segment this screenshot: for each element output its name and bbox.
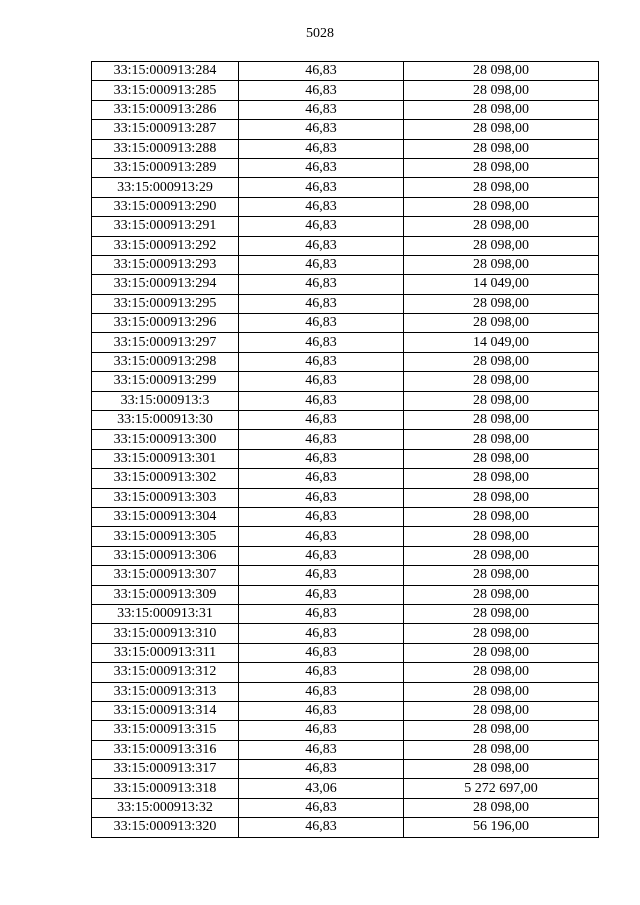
table-row bbox=[92, 158, 599, 177]
table-row bbox=[92, 372, 599, 391]
table-row bbox=[92, 566, 599, 585]
area-value-cell: 46,83 bbox=[239, 217, 404, 236]
cadastral-number-cell: 33:15:000913:314 bbox=[92, 701, 239, 720]
area-value-cell: 46,83 bbox=[239, 197, 404, 216]
cost-value-cell: 28 098,00 bbox=[404, 158, 599, 177]
cadastral-number-cell: 33:15:000913:298 bbox=[92, 352, 239, 371]
table-row bbox=[92, 546, 599, 565]
cost-value-cell: 28 098,00 bbox=[404, 430, 599, 449]
table-row bbox=[92, 333, 599, 352]
table-row bbox=[92, 624, 599, 643]
area-value-cell: 46,83 bbox=[239, 624, 404, 643]
cadastral-number-cell: 33:15:000913:316 bbox=[92, 740, 239, 759]
area-value-cell: 46,83 bbox=[239, 314, 404, 333]
cost-value-cell: 28 098,00 bbox=[404, 255, 599, 274]
cadastral-number-cell: 33:15:000913:291 bbox=[92, 217, 239, 236]
cost-value-cell: 14 049,00 bbox=[404, 275, 599, 294]
area-value-cell: 46,83 bbox=[239, 352, 404, 371]
cost-value-cell: 28 098,00 bbox=[404, 643, 599, 662]
cadastral-number-cell: 33:15:000913:301 bbox=[92, 449, 239, 468]
table-row bbox=[92, 818, 599, 837]
cadastral-number-cell: 33:15:000913:290 bbox=[92, 197, 239, 216]
cadastral-number-cell: 33:15:000913:317 bbox=[92, 760, 239, 779]
table-row bbox=[92, 507, 599, 526]
cadastral-number-cell: 33:15:000913:3 bbox=[92, 391, 239, 410]
cadastral-number-cell: 33:15:000913:295 bbox=[92, 294, 239, 313]
cost-value-cell: 28 098,00 bbox=[404, 760, 599, 779]
table-row bbox=[92, 798, 599, 817]
area-value-cell: 46,83 bbox=[239, 760, 404, 779]
cost-value-cell: 28 098,00 bbox=[404, 100, 599, 119]
table-row bbox=[92, 314, 599, 333]
cadastral-number-cell: 33:15:000913:292 bbox=[92, 236, 239, 255]
cost-value-cell: 28 098,00 bbox=[404, 178, 599, 197]
area-value-cell: 46,83 bbox=[239, 740, 404, 759]
cadastral-number-cell: 33:15:000913:309 bbox=[92, 585, 239, 604]
table-row bbox=[92, 721, 599, 740]
cadastral-number-cell: 33:15:000913:30 bbox=[92, 411, 239, 430]
area-value-cell: 46,83 bbox=[239, 604, 404, 623]
table-row bbox=[92, 527, 599, 546]
area-value-cell: 46,83 bbox=[239, 139, 404, 158]
table-row bbox=[92, 701, 599, 720]
cost-value-cell: 28 098,00 bbox=[404, 740, 599, 759]
cadastral-number-cell: 33:15:000913:296 bbox=[92, 314, 239, 333]
land-plot-table bbox=[91, 61, 599, 838]
table-row bbox=[92, 643, 599, 662]
cost-value-cell: 28 098,00 bbox=[404, 217, 599, 236]
table-row bbox=[92, 469, 599, 488]
area-value-cell: 46,83 bbox=[239, 391, 404, 410]
cadastral-number-cell: 33:15:000913:318 bbox=[92, 779, 239, 798]
table-row bbox=[92, 430, 599, 449]
cadastral-number-cell: 33:15:000913:285 bbox=[92, 81, 239, 100]
table-row bbox=[92, 391, 599, 410]
cadastral-number-cell: 33:15:000913:300 bbox=[92, 430, 239, 449]
cadastral-number-cell: 33:15:000913:303 bbox=[92, 488, 239, 507]
cost-value-cell: 28 098,00 bbox=[404, 314, 599, 333]
area-value-cell: 46,83 bbox=[239, 120, 404, 139]
cost-value-cell: 28 098,00 bbox=[404, 663, 599, 682]
area-value-cell: 46,83 bbox=[239, 236, 404, 255]
cost-value-cell: 28 098,00 bbox=[404, 62, 599, 81]
table-body bbox=[92, 62, 599, 838]
area-value-cell: 46,83 bbox=[239, 798, 404, 817]
table-row bbox=[92, 411, 599, 430]
table-row bbox=[92, 488, 599, 507]
cost-value-cell: 28 098,00 bbox=[404, 604, 599, 623]
cadastral-number-cell: 33:15:000913:297 bbox=[92, 333, 239, 352]
table-row bbox=[92, 178, 599, 197]
table-row bbox=[92, 740, 599, 759]
cadastral-number-cell: 33:15:000913:304 bbox=[92, 507, 239, 526]
cadastral-number-cell: 33:15:000913:284 bbox=[92, 62, 239, 81]
cost-value-cell: 28 098,00 bbox=[404, 411, 599, 430]
cost-value-cell: 28 098,00 bbox=[404, 546, 599, 565]
area-value-cell: 46,83 bbox=[239, 546, 404, 565]
cost-value-cell: 5 272 697,00 bbox=[404, 779, 599, 798]
cadastral-number-cell: 33:15:000913:310 bbox=[92, 624, 239, 643]
cost-value-cell: 28 098,00 bbox=[404, 81, 599, 100]
table-row bbox=[92, 236, 599, 255]
cost-value-cell: 28 098,00 bbox=[404, 624, 599, 643]
cadastral-number-cell: 33:15:000913:311 bbox=[92, 643, 239, 662]
table-row bbox=[92, 81, 599, 100]
cost-value-cell: 28 098,00 bbox=[404, 236, 599, 255]
cost-value-cell: 28 098,00 bbox=[404, 682, 599, 701]
cost-value-cell: 28 098,00 bbox=[404, 527, 599, 546]
cost-value-cell: 28 098,00 bbox=[404, 488, 599, 507]
cost-value-cell: 14 049,00 bbox=[404, 333, 599, 352]
table-row bbox=[92, 100, 599, 119]
area-value-cell: 46,83 bbox=[239, 294, 404, 313]
cost-value-cell: 28 098,00 bbox=[404, 507, 599, 526]
area-value-cell: 46,83 bbox=[239, 469, 404, 488]
area-value-cell: 46,83 bbox=[239, 411, 404, 430]
cadastral-number-cell: 33:15:000913:315 bbox=[92, 721, 239, 740]
cost-value-cell: 28 098,00 bbox=[404, 139, 599, 158]
area-value-cell: 46,83 bbox=[239, 275, 404, 294]
cadastral-number-cell: 33:15:000913:289 bbox=[92, 158, 239, 177]
cadastral-number-cell: 33:15:000913:313 bbox=[92, 682, 239, 701]
cost-value-cell: 28 098,00 bbox=[404, 372, 599, 391]
cadastral-number-cell: 33:15:000913:312 bbox=[92, 663, 239, 682]
area-value-cell: 46,83 bbox=[239, 701, 404, 720]
area-value-cell: 46,83 bbox=[239, 100, 404, 119]
cost-value-cell: 56 196,00 bbox=[404, 818, 599, 837]
table-row bbox=[92, 449, 599, 468]
area-value-cell: 46,83 bbox=[239, 663, 404, 682]
cost-value-cell: 28 098,00 bbox=[404, 352, 599, 371]
cadastral-number-cell: 33:15:000913:305 bbox=[92, 527, 239, 546]
cost-value-cell: 28 098,00 bbox=[404, 585, 599, 604]
cost-value-cell: 28 098,00 bbox=[404, 120, 599, 139]
area-value-cell: 46,83 bbox=[239, 682, 404, 701]
table-row bbox=[92, 682, 599, 701]
table-row bbox=[92, 255, 599, 274]
area-value-cell: 46,83 bbox=[239, 449, 404, 468]
cost-value-cell: 28 098,00 bbox=[404, 469, 599, 488]
cadastral-number-cell: 33:15:000913:306 bbox=[92, 546, 239, 565]
area-value-cell: 46,83 bbox=[239, 158, 404, 177]
area-value-cell: 46,83 bbox=[239, 585, 404, 604]
area-value-cell: 46,83 bbox=[239, 255, 404, 274]
cadastral-number-cell: 33:15:000913:287 bbox=[92, 120, 239, 139]
table-row bbox=[92, 217, 599, 236]
table-row bbox=[92, 779, 599, 798]
cadastral-number-cell: 33:15:000913:293 bbox=[92, 255, 239, 274]
table-row bbox=[92, 585, 599, 604]
area-value-cell: 46,83 bbox=[239, 566, 404, 585]
cadastral-number-cell: 33:15:000913:29 bbox=[92, 178, 239, 197]
area-value-cell: 46,83 bbox=[239, 178, 404, 197]
area-value-cell: 46,83 bbox=[239, 527, 404, 546]
cadastral-number-cell: 33:15:000913:307 bbox=[92, 566, 239, 585]
table-row bbox=[92, 62, 599, 81]
table-row bbox=[92, 294, 599, 313]
cadastral-number-cell: 33:15:000913:294 bbox=[92, 275, 239, 294]
cadastral-number-cell: 33:15:000913:286 bbox=[92, 100, 239, 119]
cadastral-number-cell: 33:15:000913:320 bbox=[92, 818, 239, 837]
area-value-cell: 46,83 bbox=[239, 81, 404, 100]
area-value-cell: 46,83 bbox=[239, 430, 404, 449]
area-value-cell: 46,83 bbox=[239, 333, 404, 352]
area-value-cell: 46,83 bbox=[239, 721, 404, 740]
area-value-cell: 46,83 bbox=[239, 62, 404, 81]
table-row bbox=[92, 139, 599, 158]
table-row bbox=[92, 760, 599, 779]
cadastral-number-cell: 33:15:000913:288 bbox=[92, 139, 239, 158]
cost-value-cell: 28 098,00 bbox=[404, 721, 599, 740]
table-row bbox=[92, 197, 599, 216]
cost-value-cell: 28 098,00 bbox=[404, 294, 599, 313]
table-row bbox=[92, 275, 599, 294]
cost-value-cell: 28 098,00 bbox=[404, 449, 599, 468]
table-row bbox=[92, 352, 599, 371]
cadastral-number-cell: 33:15:000913:31 bbox=[92, 604, 239, 623]
cost-value-cell: 28 098,00 bbox=[404, 798, 599, 817]
area-value-cell: 43,06 bbox=[239, 779, 404, 798]
area-value-cell: 46,83 bbox=[239, 818, 404, 837]
page-number: 5028 bbox=[306, 26, 334, 41]
area-value-cell: 46,83 bbox=[239, 643, 404, 662]
cost-value-cell: 28 098,00 bbox=[404, 391, 599, 410]
cost-value-cell: 28 098,00 bbox=[404, 701, 599, 720]
table-row bbox=[92, 663, 599, 682]
cadastral-number-cell: 33:15:000913:299 bbox=[92, 372, 239, 391]
cadastral-number-cell: 33:15:000913:302 bbox=[92, 469, 239, 488]
area-value-cell: 46,83 bbox=[239, 507, 404, 526]
cost-value-cell: 28 098,00 bbox=[404, 566, 599, 585]
table-row bbox=[92, 604, 599, 623]
area-value-cell: 46,83 bbox=[239, 372, 404, 391]
table-row bbox=[92, 120, 599, 139]
cost-value-cell: 28 098,00 bbox=[404, 197, 599, 216]
cadastral-number-cell: 33:15:000913:32 bbox=[92, 798, 239, 817]
area-value-cell: 46,83 bbox=[239, 488, 404, 507]
